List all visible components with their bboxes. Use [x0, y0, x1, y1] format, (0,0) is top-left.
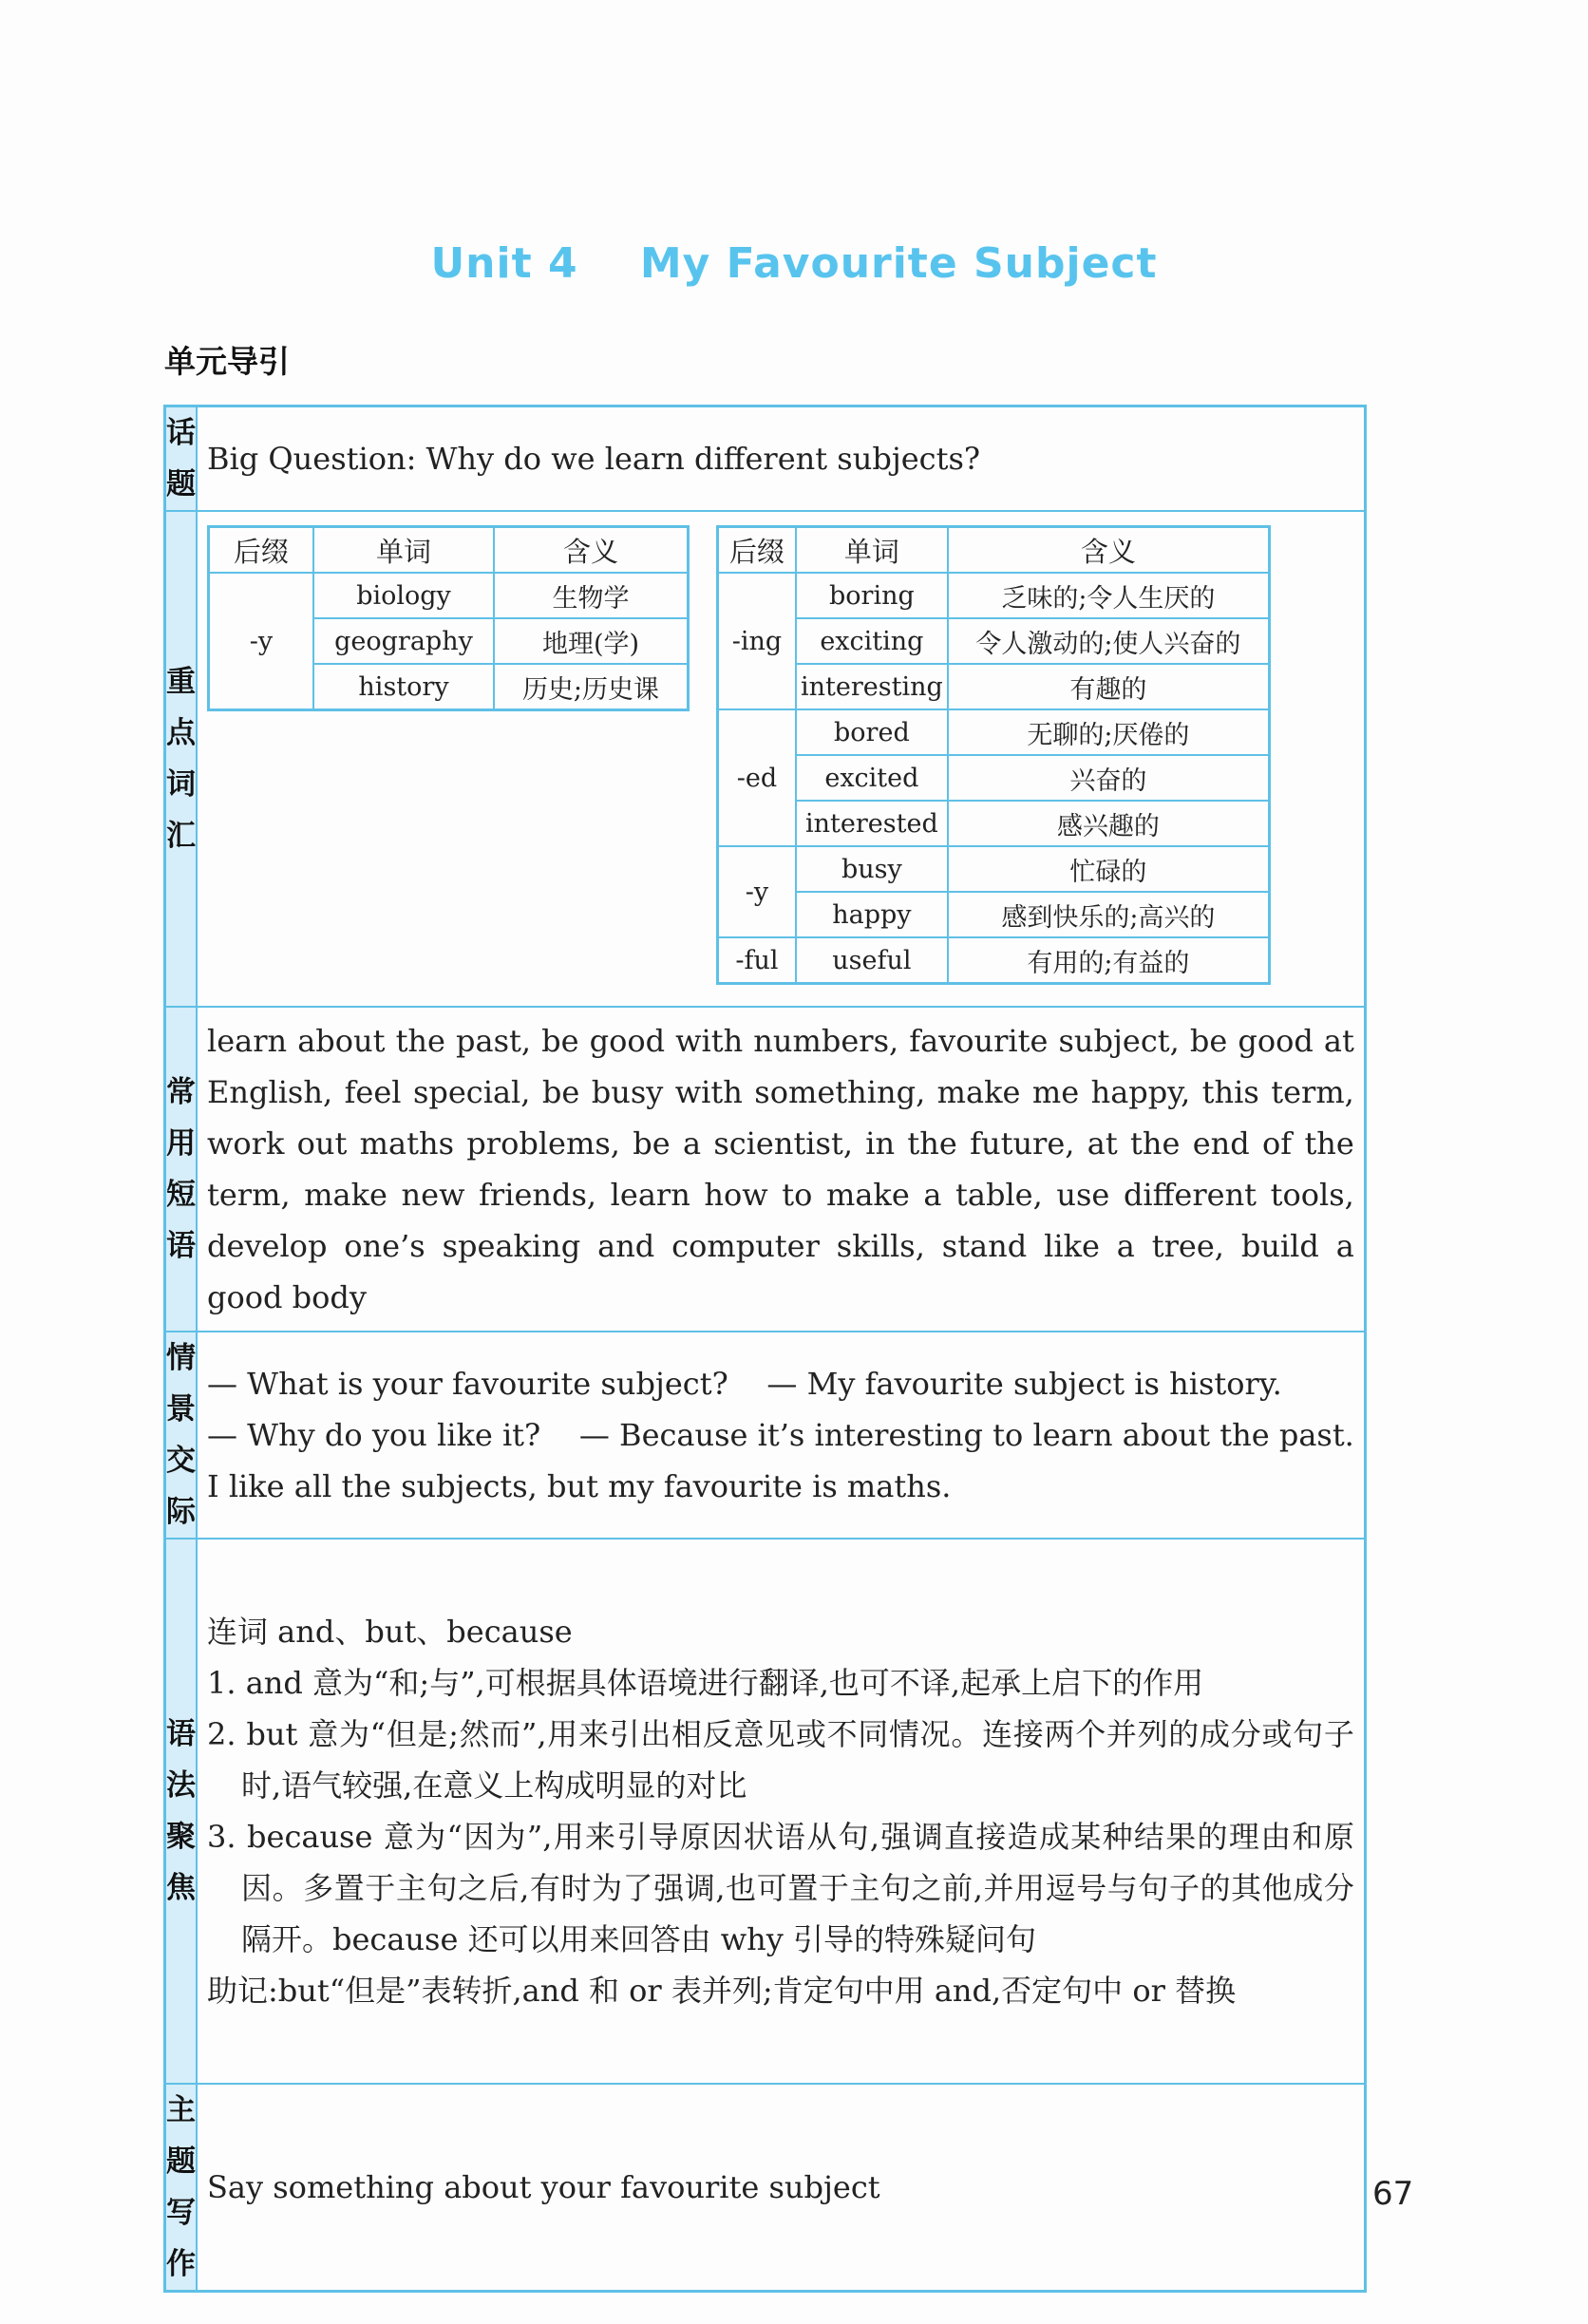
dialogue-line: I like all the subjects, but my favourite is maths. — [207, 1468, 952, 1504]
dialogue-line: — What is your favourite subject? — My favourite subject is history. — [207, 1366, 1282, 1402]
header-word: 单词 — [313, 527, 494, 574]
meaning-cell: 地理(学) — [494, 618, 689, 664]
word-cell: busy — [796, 846, 948, 892]
dialogue-content — [197, 1332, 1365, 1539]
word-cell: useful — [796, 937, 948, 984]
header-word: 单词 — [796, 527, 948, 574]
section-heading: 单元导引 — [164, 343, 290, 380]
suffix-cell: -y — [209, 573, 314, 710]
vocab-table-right — [716, 525, 1271, 985]
meaning-cell: 有用的;有益的 — [948, 937, 1270, 984]
dialogue-label-line2: 交际 — [166, 1444, 196, 1529]
page-number: 67 — [1372, 2175, 1414, 2213]
grammar-content — [197, 1539, 1365, 2084]
header-suffix: 后缀 — [209, 527, 314, 574]
suffix-cell: -ing — [718, 573, 797, 709]
unit-guide-table — [163, 405, 1367, 2293]
meaning-cell: 兴奋的 — [948, 755, 1270, 801]
phrases-label — [165, 1007, 198, 1332]
writing-row — [165, 2084, 1366, 2292]
word-cell: interested — [796, 801, 948, 846]
vocab-content — [197, 511, 1365, 1007]
writing-label-line1: 主题 — [166, 2093, 196, 2179]
header-suffix: 后缀 — [718, 527, 797, 574]
meaning-cell: 无聊的;厌倦的 — [948, 709, 1270, 755]
dialogue-row — [165, 1332, 1366, 1539]
header-meaning: 含义 — [494, 527, 689, 574]
suffix-cell: -ed — [718, 709, 797, 846]
word-cell: boring — [796, 573, 948, 618]
meaning-cell: 历史;历史课 — [494, 664, 689, 710]
meaning-cell: 令人激动的;使人兴奋的 — [948, 618, 1270, 664]
phrases-label-line1: 常用 — [166, 1075, 196, 1161]
grammar-mnemonic: 助记:but“但是”表转折,and 和 or 表并列;肯定句中用 and,否定句中 or 替换 — [207, 1973, 1237, 2009]
grammar-label — [165, 1539, 198, 2084]
grammar-row — [165, 1539, 1366, 2084]
dialogue-line: — Why do you like it? — Because it’s interesting to learn about the past. — [207, 1417, 1354, 1453]
grammar-item: 2. but 意为“但是;然而”,用来引出相反意见或不同情况。连接两个并列的成分或句子时,语气较强,在意义上构成明显的对比 — [207, 1716, 1354, 1804]
word-cell: happy — [796, 892, 948, 937]
word-cell: exciting — [796, 618, 948, 664]
word-cell: bored — [796, 709, 948, 755]
topic-row — [165, 406, 1366, 512]
topic-content: Big Question: Why do we learn different subjects? — [197, 406, 1365, 512]
dialogue-label — [165, 1332, 198, 1539]
meaning-cell: 生物学 — [494, 573, 689, 618]
word-cell: geography — [313, 618, 494, 664]
topic-label-text: 话题 — [166, 416, 196, 501]
header-meaning: 含义 — [948, 527, 1270, 574]
phrases-content: learn about the past, be good with numbers, favourite subject, be good at English, feel special, be busy with something, make me happy, this term, work out maths problems, be a scientist, in the future, at the end of the term, make new friends, learn how to make a table, use different tools, develop one’s speaking and computer skills, stand like a tree, build a good body — [197, 1007, 1365, 1332]
grammar-item: 3. because 意为“因为”,用来引导原因状语从句,强调直接造成某种结果的理由和原因。多置于主句之后,有时为了强调,也可置于主句之前,并用逗号与句子的其他成分隔开。because 还可以用来回答由 why 引导的特殊疑问句 — [207, 1819, 1354, 1957]
vocab-label-line1: 重点 — [166, 665, 196, 750]
vocab-label-line2: 词汇 — [166, 767, 196, 853]
suffix-cell: -ful — [718, 937, 797, 984]
writing-content: Say something about your favourite subject — [197, 2084, 1365, 2292]
writing-label — [165, 2084, 198, 2292]
grammar-label-line1: 语法 — [166, 1717, 196, 1803]
phrases-row — [165, 1007, 1366, 1332]
vocab-table-left — [207, 525, 690, 711]
meaning-cell: 忙碌的 — [948, 846, 1270, 892]
vocab-row — [165, 511, 1366, 1007]
word-cell: interesting — [796, 664, 948, 709]
word-cell: history — [313, 664, 494, 710]
word-cell: biology — [313, 573, 494, 618]
word-cell: excited — [796, 755, 948, 801]
grammar-label-line2: 聚焦 — [166, 1820, 196, 1905]
grammar-item: 1. and 意为“和;与”,可根据具体语境进行翻译,也可不译,起承上启下的作用 — [207, 1665, 1204, 1701]
page-title: Unit 4 My Favourite Subject — [430, 239, 1158, 288]
vocab-label — [165, 511, 198, 1007]
grammar-intro: 连词 and、but、because — [207, 1614, 573, 1650]
phrases-label-line2: 短语 — [166, 1178, 196, 1263]
suffix-cell: -y — [718, 846, 797, 937]
meaning-cell: 感到快乐的;高兴的 — [948, 892, 1270, 937]
meaning-cell: 乏味的;令人生厌的 — [948, 573, 1270, 618]
dialogue-label-line1: 情景 — [166, 1341, 196, 1427]
topic-label — [165, 406, 198, 512]
meaning-cell: 感兴趣的 — [948, 801, 1270, 846]
meaning-cell: 有趣的 — [948, 664, 1270, 709]
writing-label-line2: 写作 — [166, 2196, 196, 2281]
